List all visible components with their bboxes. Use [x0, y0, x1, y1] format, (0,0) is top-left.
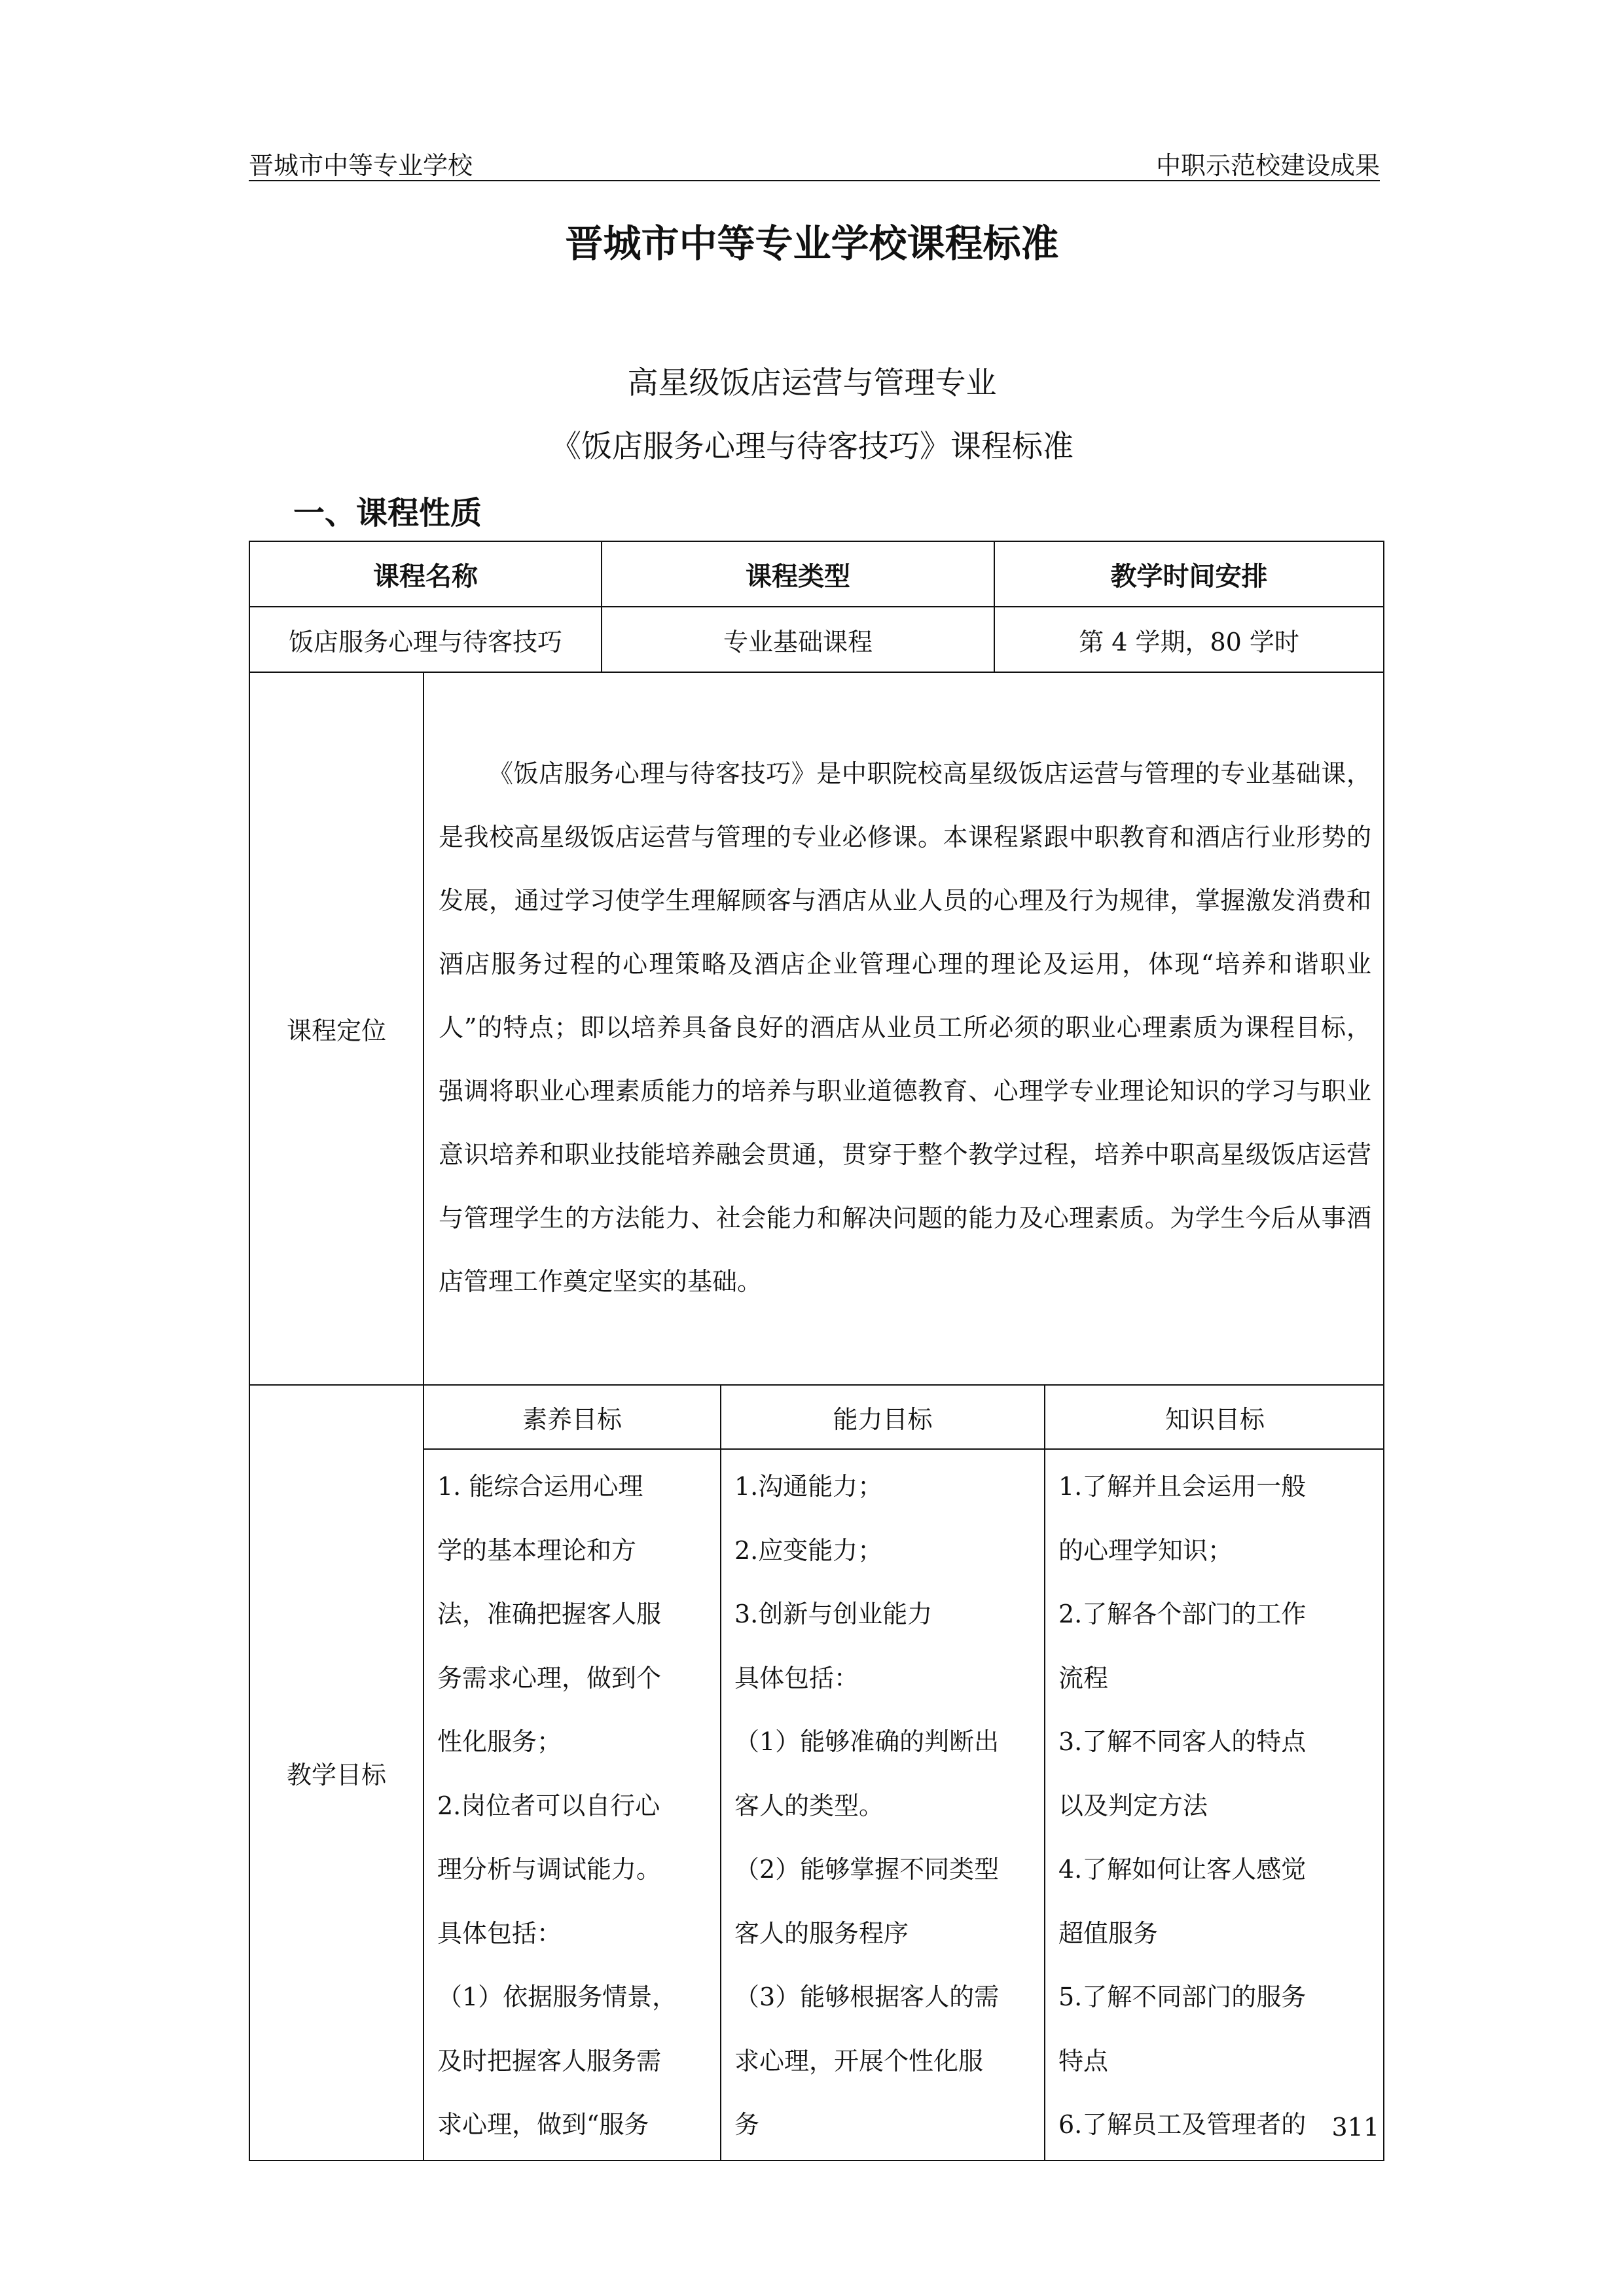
list-item: 务需求心理，做到个: [437, 1663, 662, 1693]
schedule-value: 第 4 学期，80 学时: [994, 607, 1384, 672]
section-heading: 一、课程性质: [293, 495, 482, 531]
list-item: （1）能够准确的判断出: [734, 1727, 1000, 1756]
positioning-text: 《饭店服务心理与待客技巧》是中职院校高星级饭店运营与管理的专业基础课，是我校高星级饭店运营与管理的专业必修课。本课程紧跟中职教育和酒店行业形势的发展，通过学习使学生理解顾客与酒店从业人员的心理及行为规律，掌握激发消费和酒店服务过程的心理策略及酒店企业管理心理的理论及运用，体现“培养和谐职业人”的特点；即以培养具备良好的酒店从业员工所必须的职业心理素质为课程目标，强调将职业心理素质能力的培养与职业道德教育、心理学专业理论知识的学习与职业意识培养和职业技能培养融会贯通，贯穿于整个教学过程，培养中职高星级饭店运营与管理学生的方法能力、社会能力和解决问题的能力及心理素质。为学生今后从事酒店管理工作奠定坚实的基础。: [439, 759, 1371, 1296]
subtitle-course: 《饭店服务心理与待客技巧》课程标准: [550, 429, 1074, 465]
list-item: 客人的类型。: [734, 1791, 884, 1820]
objectives-body-row: [424, 1449, 1384, 2160]
header-course-type: 课程类型: [602, 541, 994, 607]
list-item: 及时把握客人服务需: [437, 2046, 662, 2075]
list-item: 法，准确把握客人服: [437, 1600, 662, 1628]
col-literacy-goal: 素养目标: [424, 1386, 721, 1449]
header-project-name: 中职示范校建设成果: [1155, 151, 1380, 180]
subtitle-major: 高星级饭店运营与管理专业: [627, 365, 997, 401]
course-type-value: 专业基础课程: [602, 607, 994, 672]
list-item: 求心理，做到“服务: [437, 2110, 649, 2139]
col-knowledge-goal: 知识目标: [1045, 1386, 1384, 1449]
col-ability-goal: 能力目标: [721, 1386, 1045, 1449]
page-title: 晋城市中等专业学校课程标准: [565, 221, 1059, 266]
list-item: 求心理，开展个性化服: [734, 2046, 984, 2075]
list-item: 1. 能综合运用心理: [437, 1472, 643, 1501]
list-item: 务: [734, 2110, 760, 2139]
objectives-header-row: [424, 1386, 1384, 1449]
list-item: 5.了解不同部门的服务: [1058, 1982, 1307, 2011]
course-name-value: 饭店服务心理与待客技巧: [249, 607, 602, 672]
table-row: [249, 607, 1384, 672]
objectives-label: 教学目标: [249, 1385, 424, 2161]
objectives-table: [424, 1386, 1384, 2160]
list-item: 学的基本理论和方: [437, 1535, 637, 1565]
list-item: 的心理学知识；: [1058, 1535, 1233, 1565]
list-item: 特点: [1058, 2046, 1109, 2075]
list-item: 流程: [1058, 1663, 1109, 1693]
positioning-text-cell: [424, 672, 1384, 1385]
page-number: 311: [1331, 2113, 1379, 2142]
positioning-label: 课程定位: [249, 672, 424, 1385]
list-item: 2.了解各个部门的工作: [1058, 1600, 1307, 1628]
list-item: 2.岗位者可以自行心: [437, 1791, 660, 1820]
list-item: 1.了解并且会运用一般: [1058, 1472, 1307, 1501]
header-schedule: 教学时间安排: [994, 541, 1384, 607]
ability-goal-cell: [721, 1449, 1045, 2160]
list-item: 1.沟通能力；: [734, 1472, 883, 1501]
header-course-name: 课程名称: [249, 541, 602, 607]
knowledge-goal-cell: [1045, 1449, 1384, 2160]
list-item: 2.应变能力；: [734, 1535, 883, 1565]
course-nature-table: [249, 541, 1384, 2161]
list-item: 3.创新与创业能力: [734, 1600, 933, 1628]
list-item: （1）依据服务情景，: [437, 1982, 677, 2011]
positioning-row: [249, 672, 1384, 1385]
list-item: （2）能够掌握不同类型: [734, 1855, 1000, 1884]
list-item: 客人的服务程序: [734, 1918, 909, 1948]
objectives-row: [249, 1385, 1384, 2161]
list-item: 理分析与调试能力。: [437, 1855, 662, 1884]
list-item: 具体包括：: [437, 1918, 562, 1948]
list-item: 具体包括：: [734, 1663, 859, 1693]
list-item: 以及判定方法: [1058, 1791, 1208, 1820]
header-school-name: 晋城市中等专业学校: [249, 151, 473, 180]
objectives-cell: [424, 1385, 1384, 2161]
literacy-goal-cell: [424, 1449, 721, 2160]
header-divider: [249, 180, 1380, 181]
list-item: （3）能够根据客人的需: [734, 1982, 1000, 2011]
list-item: 6.了解员工及管理者的: [1058, 2110, 1307, 2139]
list-item: 超值服务: [1058, 1918, 1159, 1948]
list-item: 4.了解如何让客人感觉: [1058, 1855, 1307, 1884]
list-item: 3.了解不同客人的特点: [1058, 1727, 1307, 1756]
table-header-row: [249, 541, 1384, 607]
list-item: 性化服务；: [437, 1727, 562, 1756]
